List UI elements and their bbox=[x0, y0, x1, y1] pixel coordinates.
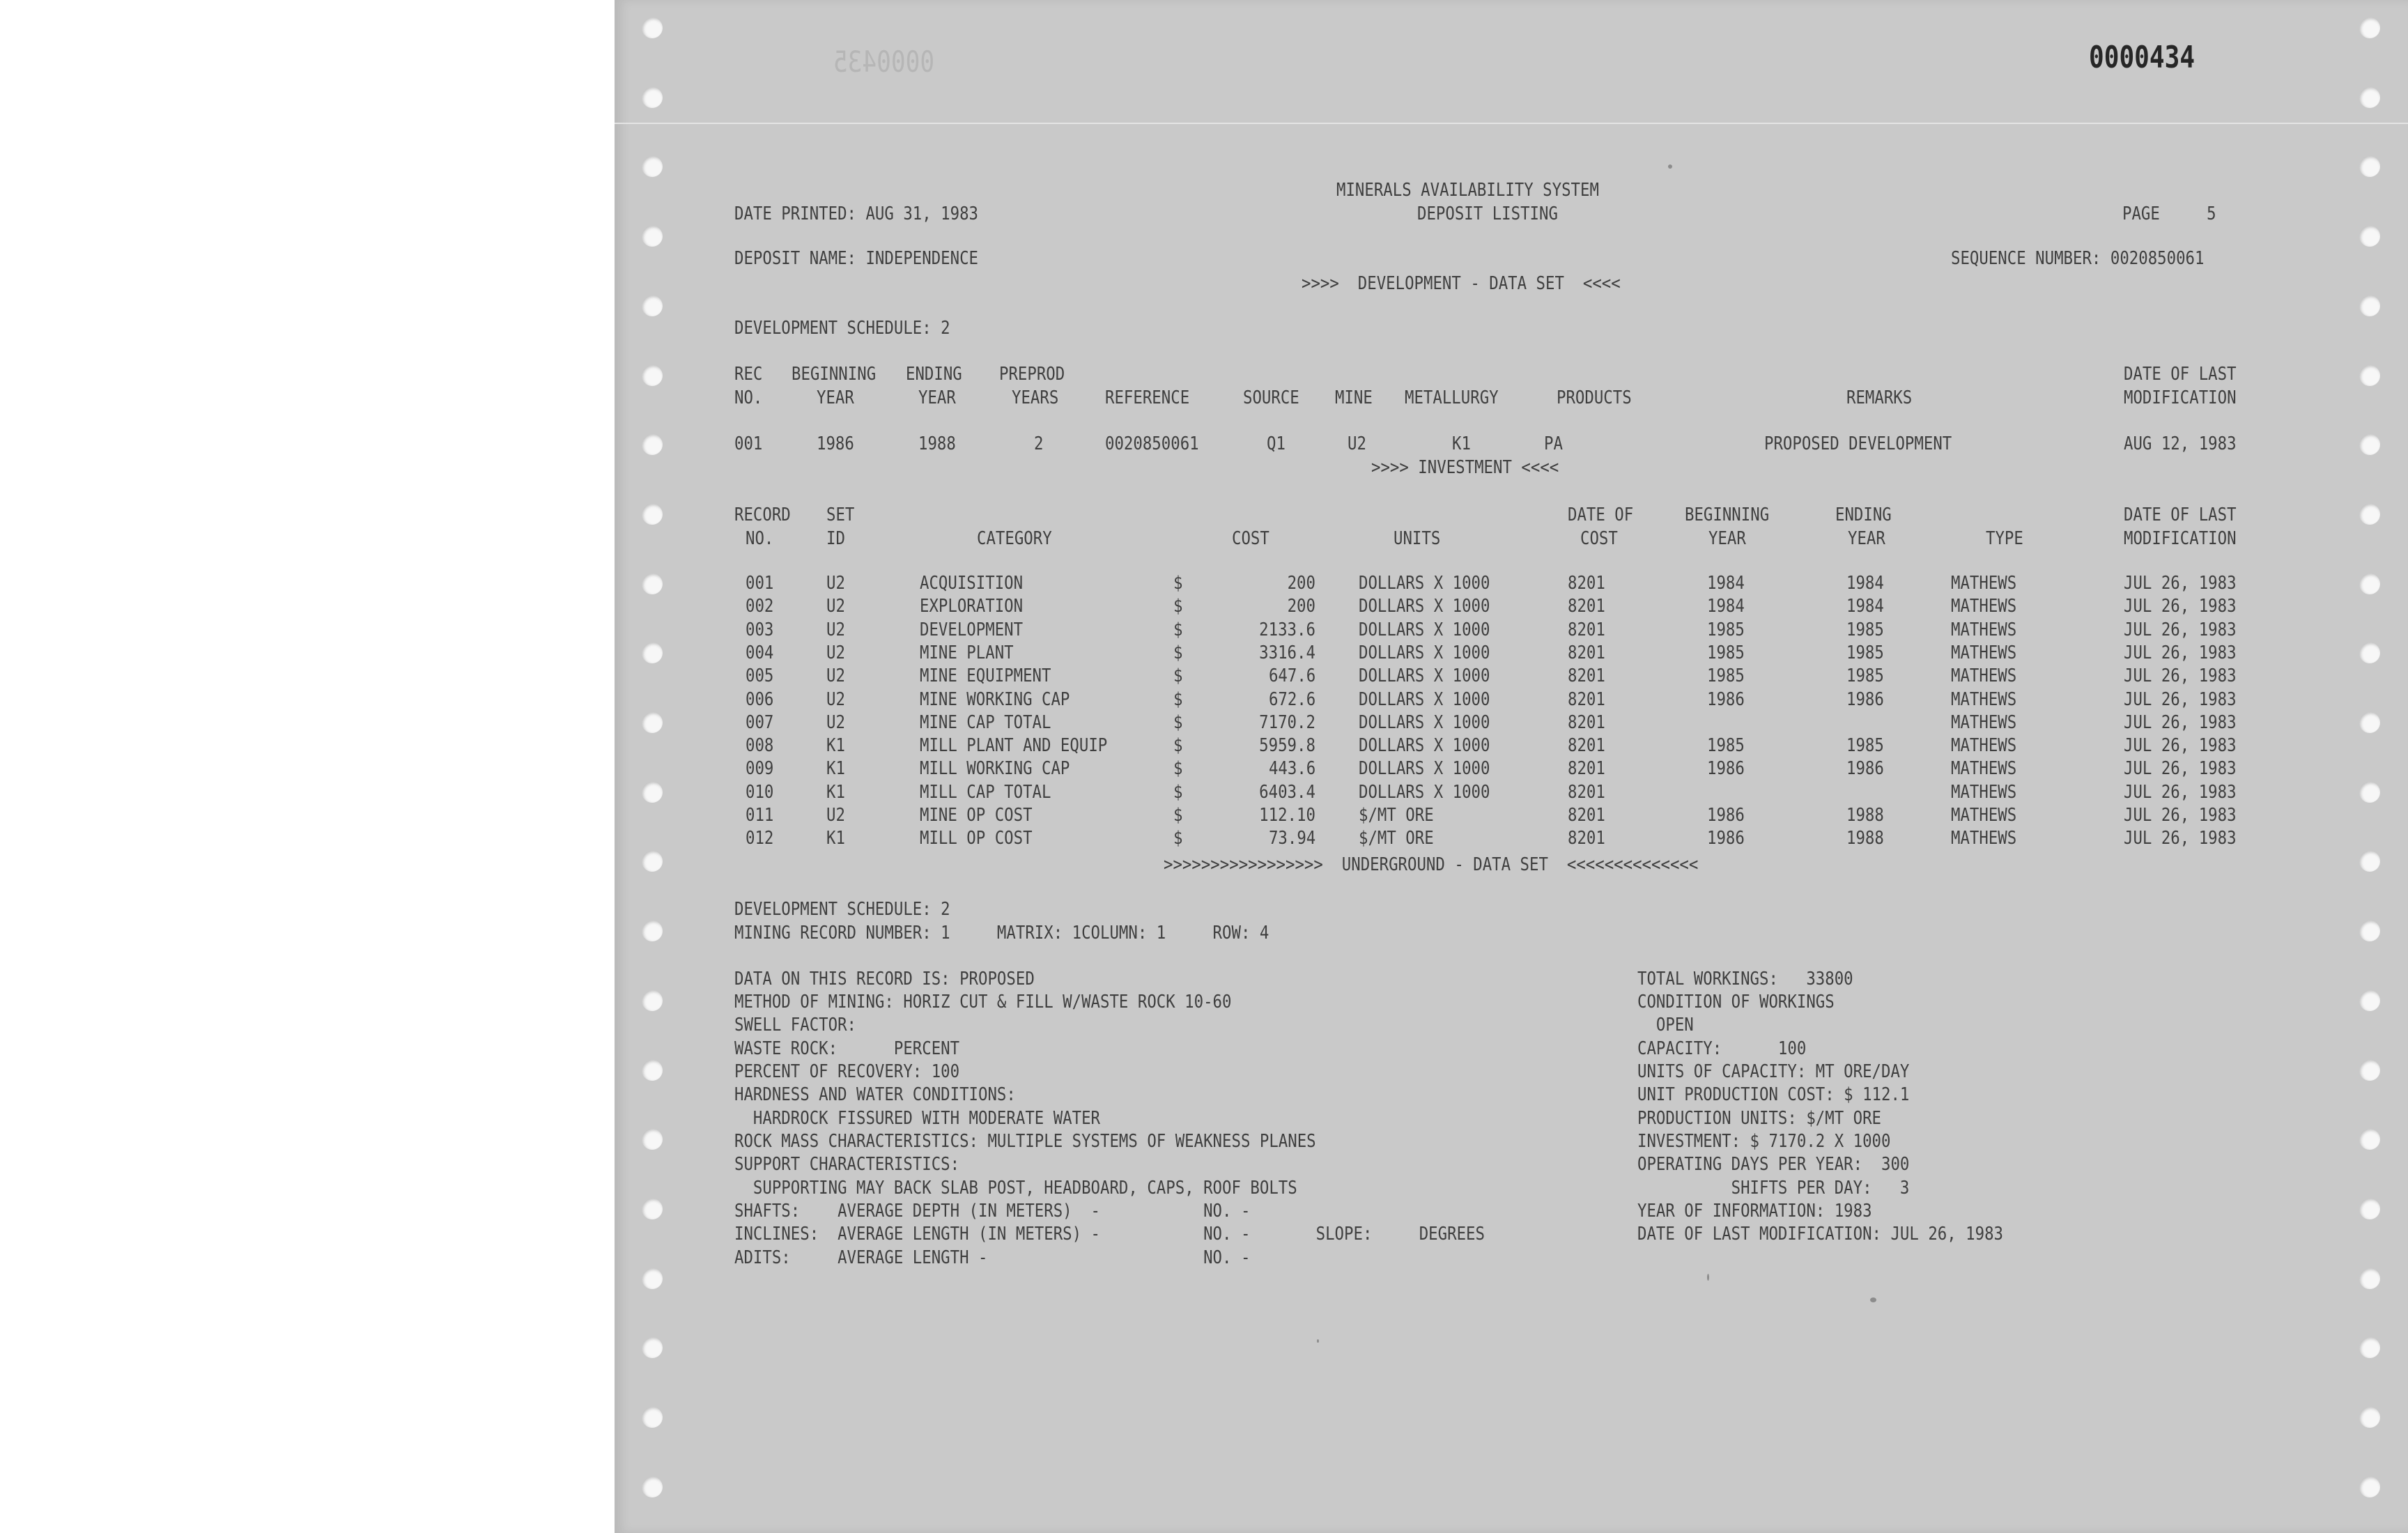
inv-cell-begin: 1985 bbox=[1707, 642, 1745, 663]
inv-cell-end: 1988 bbox=[1846, 828, 1884, 849]
inv-header-set-id: ID bbox=[826, 528, 845, 549]
inv-cell-set: U2 bbox=[826, 711, 845, 733]
inv-cell-set: U2 bbox=[826, 665, 845, 687]
inv-cell-no: 005 bbox=[746, 665, 774, 687]
dev-cell-reference: 0020850061 bbox=[1105, 433, 1199, 454]
inv-cell-no: 011 bbox=[746, 805, 774, 826]
page-fold-line bbox=[615, 123, 2408, 124]
dev-cell-mine: U2 bbox=[1348, 433, 1366, 454]
inv-cell-category: ACQUISITION bbox=[920, 573, 1024, 594]
feed-hole bbox=[642, 712, 663, 733]
inv-cell-no: 001 bbox=[746, 573, 774, 594]
feed-hole bbox=[642, 1337, 663, 1358]
underground-detail-line: DATA ON THIS RECORD IS: PROPOSED bbox=[734, 969, 1035, 989]
inv-cell-modified: JUL 26, 1983 bbox=[2124, 688, 2237, 710]
inv-header-date-of: DATE OF bbox=[1568, 504, 1634, 525]
feed-hole bbox=[642, 17, 663, 38]
inv-cell-currency: $ bbox=[1173, 828, 1183, 849]
inv-cell-units: DOLLARS X 1000 bbox=[1359, 688, 1490, 710]
inv-cell-currency: $ bbox=[1173, 805, 1183, 826]
inv-cell-type: MATHEWS bbox=[1951, 781, 2017, 803]
inv-cell-no: 002 bbox=[746, 596, 774, 617]
inv-header-record-no: NO. bbox=[746, 528, 774, 549]
inv-cell-end: 1985 bbox=[1846, 665, 1884, 687]
date-printed: DATE PRINTED: AUG 31, 1983 bbox=[734, 203, 979, 224]
inv-cell-modified: JUL 26, 1983 bbox=[2124, 573, 2237, 594]
inv-cell-currency: $ bbox=[1173, 596, 1183, 617]
inv-cell-begin: 1986 bbox=[1707, 828, 1745, 849]
inv-cell-cost: 672.6 bbox=[1268, 688, 1315, 710]
inv-cell-no: 008 bbox=[746, 735, 774, 757]
feed-hole bbox=[642, 156, 663, 177]
inv-cell-category: MINE WORKING CAP bbox=[920, 688, 1070, 710]
feed-hole bbox=[642, 1129, 663, 1150]
inv-cell-units: $/MT ORE bbox=[1359, 805, 1434, 826]
underground-summary-line: OPERATING DAYS PER YEAR: 300 bbox=[1637, 1154, 1910, 1175]
dev-cell-modified: AUG 12, 1983 bbox=[2124, 433, 2237, 454]
feed-hole bbox=[642, 920, 663, 941]
inv-cell-no: 009 bbox=[746, 758, 774, 780]
feed-hole bbox=[642, 1477, 663, 1497]
inv-cell-no: 006 bbox=[746, 688, 774, 710]
inv-cell-cost: 73.94 bbox=[1268, 828, 1315, 849]
inv-cell-date: 8201 bbox=[1568, 711, 1605, 733]
inv-cell-modified: JUL 26, 1983 bbox=[2124, 805, 2237, 826]
inv-header-type: TYPE bbox=[1986, 528, 2023, 549]
underground-detail-line: HARDROCK FISSURED WITH MODERATE WATER bbox=[734, 1108, 1101, 1129]
inv-cell-units: DOLLARS X 1000 bbox=[1359, 619, 1490, 640]
dev-cell-beginning: 1986 bbox=[817, 433, 854, 454]
feed-hole bbox=[642, 226, 663, 247]
inv-cell-modified: JUL 26, 1983 bbox=[2124, 619, 2237, 640]
ink-speck bbox=[1870, 1297, 1876, 1302]
feed-hole bbox=[642, 1060, 663, 1081]
investment-banner: >>>> INVESTMENT <<<< bbox=[1371, 457, 1559, 478]
col-header-beginning: BEGINNING bbox=[792, 364, 877, 385]
feed-hole bbox=[642, 504, 663, 525]
inv-header-record: RECORD bbox=[734, 504, 791, 525]
underground-detail-line: PERCENT OF RECOVERY: 100 bbox=[734, 1061, 960, 1082]
inv-cell-set: K1 bbox=[826, 828, 845, 849]
underground-detail-line: HARDNESS AND WATER CONDITIONS: bbox=[734, 1084, 1016, 1105]
inv-cell-date: 8201 bbox=[1568, 642, 1605, 663]
feed-hole bbox=[2359, 920, 2380, 941]
inv-cell-type: MATHEWS bbox=[1951, 665, 2017, 687]
inv-cell-category: MILL PLANT AND EQUIP bbox=[920, 735, 1108, 757]
development-banner: >>>> DEVELOPMENT - DATA SET <<<< bbox=[1302, 273, 1621, 294]
feed-hole bbox=[2359, 17, 2380, 38]
inv-cell-type: MATHEWS bbox=[1951, 735, 2017, 757]
feed-hole bbox=[642, 1407, 663, 1428]
development-schedule: DEVELOPMENT SCHEDULE: 2 bbox=[734, 318, 950, 339]
inv-cell-end: 1984 bbox=[1846, 596, 1884, 617]
underground-summary-line: PRODUCTION UNITS: $/MT ORE bbox=[1637, 1108, 1882, 1129]
inv-cell-modified: JUL 26, 1983 bbox=[2124, 711, 2237, 733]
inv-header-ending: ENDING bbox=[1835, 504, 1892, 525]
inv-cell-begin: 1986 bbox=[1707, 758, 1745, 780]
inv-cell-type: MATHEWS bbox=[1951, 828, 2017, 849]
inv-cell-category: MILL CAP TOTAL bbox=[920, 781, 1051, 803]
underground-summary-line: DATE OF LAST MODIFICATION: JUL 26, 1983 bbox=[1637, 1224, 2004, 1245]
inv-cell-category: DEVELOPMENT bbox=[920, 619, 1024, 640]
underground-banner: >>>>>>>>>>>>>>>>> UNDERGROUND - DATA SET <<<<<<<<<<<<<< bbox=[1164, 854, 1699, 875]
col-header-rec-no: NO. bbox=[734, 387, 763, 408]
inv-cell-modified: JUL 26, 1983 bbox=[2124, 735, 2237, 757]
inv-cell-cost: 647.6 bbox=[1268, 665, 1315, 687]
feed-hole bbox=[642, 365, 663, 386]
dev-cell-ending: 1988 bbox=[918, 433, 956, 454]
inv-header-date-of-last: DATE OF LAST bbox=[2124, 504, 2237, 525]
inv-cell-category: MILL OP COST bbox=[920, 828, 1033, 849]
inv-cell-date: 8201 bbox=[1568, 619, 1605, 640]
underground-summary-line: OPEN bbox=[1637, 1015, 1694, 1035]
inv-cell-date: 8201 bbox=[1568, 828, 1605, 849]
underground-detail-line: METHOD OF MINING: HORIZ CUT & FILL W/WASTE ROCK 10-60 bbox=[734, 992, 1232, 1012]
inv-cell-category: MINE PLANT bbox=[920, 642, 1014, 663]
inv-cell-begin: 1984 bbox=[1707, 596, 1745, 617]
underground-summary-line: CAPACITY: 100 bbox=[1637, 1038, 1807, 1059]
feed-hole bbox=[2359, 851, 2380, 872]
inv-cell-units: DOLLARS X 1000 bbox=[1359, 781, 1490, 803]
inv-header-cost: COST bbox=[1232, 528, 1269, 549]
col-header-mine: MINE bbox=[1335, 387, 1373, 408]
inv-cell-date: 8201 bbox=[1568, 573, 1605, 594]
feed-hole bbox=[642, 990, 663, 1011]
inv-cell-currency: $ bbox=[1173, 642, 1183, 663]
col-header-products: PRODUCTS bbox=[1557, 387, 1632, 408]
feed-hole bbox=[2359, 642, 2380, 663]
inv-header-beginning-year: YEAR bbox=[1708, 528, 1746, 549]
inv-cell-set: U2 bbox=[826, 642, 845, 663]
inv-cell-currency: $ bbox=[1173, 573, 1183, 594]
col-header-source: SOURCE bbox=[1243, 387, 1299, 408]
underground-detail-line: ROCK MASS CHARACTERISTICS: MULTIPLE SYSTEMS OF WEAKNESS PLANES bbox=[734, 1131, 1316, 1152]
feed-hole bbox=[2359, 504, 2380, 525]
inv-cell-begin: 1985 bbox=[1707, 619, 1745, 640]
inv-cell-type: MATHEWS bbox=[1951, 758, 2017, 780]
inv-header-beginning: BEGINNING bbox=[1685, 504, 1770, 525]
inv-cell-begin: 1986 bbox=[1707, 805, 1745, 826]
inv-cell-units: DOLLARS X 1000 bbox=[1359, 596, 1490, 617]
underground-summary-line: TOTAL WORKINGS: 33800 bbox=[1637, 969, 1853, 989]
inv-cell-date: 8201 bbox=[1568, 688, 1605, 710]
inv-cell-set: K1 bbox=[826, 781, 845, 803]
inv-cell-set: U2 bbox=[826, 619, 845, 640]
inv-cell-category: MINE CAP TOTAL bbox=[920, 711, 1051, 733]
feed-hole bbox=[642, 295, 663, 316]
inv-cell-end: 1985 bbox=[1846, 735, 1884, 757]
inv-cell-end: 1985 bbox=[1846, 619, 1884, 640]
underground-detail-line: ADITS: AVERAGE LENGTH - NO. - bbox=[734, 1247, 1251, 1268]
col-header-modification: MODIFICATION bbox=[2124, 387, 2237, 408]
inv-cell-category: EXPLORATION bbox=[920, 596, 1024, 617]
inv-cell-cost: 443.6 bbox=[1268, 758, 1315, 780]
underground-schedule: DEVELOPMENT SCHEDULE: 2 bbox=[734, 899, 950, 920]
feed-hole bbox=[642, 87, 663, 108]
ink-speck bbox=[1707, 1274, 1709, 1281]
deposit-name: DEPOSIT NAME: INDEPENDENCE bbox=[734, 248, 979, 269]
inv-cell-no: 007 bbox=[746, 711, 774, 733]
inv-cell-type: MATHEWS bbox=[1951, 642, 2017, 663]
feed-hole bbox=[2359, 1268, 2380, 1289]
feed-hole bbox=[2359, 156, 2380, 177]
ink-speck bbox=[1668, 164, 1672, 169]
feed-hole bbox=[2359, 712, 2380, 733]
inv-cell-begin: 1985 bbox=[1707, 665, 1745, 687]
inv-cell-category: MILL WORKING CAP bbox=[920, 758, 1070, 780]
underground-summary-line: CONDITION OF WORKINGS bbox=[1637, 992, 1835, 1012]
col-header-ending-year: YEAR bbox=[918, 387, 956, 408]
sequence-number: SEQUENCE NUMBER: 0020850061 bbox=[1951, 248, 2205, 269]
inv-cell-no: 010 bbox=[746, 781, 774, 803]
inv-cell-no: 012 bbox=[746, 828, 774, 849]
col-header-date-of-last: DATE OF LAST bbox=[2124, 364, 2237, 385]
feed-hole bbox=[2359, 1199, 2380, 1219]
inv-cell-currency: $ bbox=[1173, 735, 1183, 757]
inv-header-ending-year: YEAR bbox=[1848, 528, 1885, 549]
inv-cell-cost: 5959.8 bbox=[1259, 735, 1315, 757]
system-title: MINERALS AVAILABILITY SYSTEM bbox=[1336, 180, 1599, 201]
inv-cell-date: 8201 bbox=[1568, 665, 1605, 687]
inv-cell-begin: 1985 bbox=[1707, 735, 1745, 757]
inv-cell-units: DOLLARS X 1000 bbox=[1359, 711, 1490, 733]
inv-cell-end: 1988 bbox=[1846, 805, 1884, 826]
feed-hole bbox=[642, 851, 663, 872]
inv-cell-set: K1 bbox=[826, 758, 845, 780]
underground-detail-line: INCLINES: AVERAGE LENGTH (IN METERS) - NO. - SLOPE: DEGREES bbox=[734, 1224, 1485, 1245]
feed-hole bbox=[2359, 1129, 2380, 1150]
underground-detail-line: SUPPORTING MAY BACK SLAB POST, HEADBOARD, CAPS, ROOF BOLTS bbox=[734, 1178, 1297, 1199]
col-header-remarks: REMARKS bbox=[1846, 387, 1913, 408]
inv-cell-date: 8201 bbox=[1568, 781, 1605, 803]
inv-cell-type: MATHEWS bbox=[1951, 573, 2017, 594]
inv-cell-modified: JUL 26, 1983 bbox=[2124, 828, 2237, 849]
ink-speck bbox=[1317, 1339, 1319, 1343]
inv-cell-cost: 200 bbox=[1287, 596, 1315, 617]
inv-cell-cost: 3316.4 bbox=[1259, 642, 1315, 663]
underground-detail-line: SHAFTS: AVERAGE DEPTH (IN METERS) - NO. - bbox=[734, 1201, 1251, 1222]
inv-cell-units: DOLLARS X 1000 bbox=[1359, 573, 1490, 594]
inv-cell-currency: $ bbox=[1173, 665, 1183, 687]
inv-cell-units: DOLLARS X 1000 bbox=[1359, 665, 1490, 687]
inv-cell-type: MATHEWS bbox=[1951, 805, 2017, 826]
feed-hole bbox=[2359, 434, 2380, 455]
inv-cell-cost: 2133.6 bbox=[1259, 619, 1315, 640]
feed-hole bbox=[642, 782, 663, 803]
dev-cell-rec: 001 bbox=[734, 433, 763, 454]
inv-cell-currency: $ bbox=[1173, 711, 1183, 733]
inv-cell-currency: $ bbox=[1173, 619, 1183, 640]
inv-cell-currency: $ bbox=[1173, 688, 1183, 710]
inv-cell-date: 8201 bbox=[1568, 596, 1605, 617]
inv-cell-type: MATHEWS bbox=[1951, 711, 2017, 733]
dev-cell-remarks: PROPOSED DEVELOPMENT bbox=[1764, 433, 1952, 454]
feed-hole bbox=[2359, 365, 2380, 386]
report-title: DEPOSIT LISTING bbox=[1417, 203, 1558, 224]
feed-hole bbox=[2359, 573, 2380, 594]
inv-cell-end: 1985 bbox=[1846, 642, 1884, 663]
inv-cell-date: 8201 bbox=[1568, 735, 1605, 757]
underground-detail-line: WASTE ROCK: PERCENT bbox=[734, 1038, 960, 1059]
inv-header-set: SET bbox=[826, 504, 855, 525]
feed-hole bbox=[642, 642, 663, 663]
inv-header-units: UNITS bbox=[1394, 528, 1441, 549]
underground-summary-line: UNITS OF CAPACITY: MT ORE/DAY bbox=[1637, 1061, 1910, 1082]
underground-summary-line: SHIFTS PER DAY: 3 bbox=[1637, 1178, 1910, 1199]
col-header-beginning-year: YEAR bbox=[817, 387, 854, 408]
inv-cell-set: U2 bbox=[826, 596, 845, 617]
inv-cell-end: 1984 bbox=[1846, 573, 1884, 594]
inv-cell-set: U2 bbox=[826, 805, 845, 826]
inv-cell-type: MATHEWS bbox=[1951, 688, 2017, 710]
underground-summary-line: INVESTMENT: $ 7170.2 X 1000 bbox=[1637, 1131, 1891, 1152]
inv-header-modification: MODIFICATION bbox=[2124, 528, 2237, 549]
inv-cell-units: DOLLARS X 1000 bbox=[1359, 642, 1490, 663]
inv-header-date-cost: COST bbox=[1580, 528, 1618, 549]
inv-cell-set: K1 bbox=[826, 735, 845, 757]
dev-cell-products: PA bbox=[1544, 433, 1563, 454]
col-header-preprod: PREPROD bbox=[999, 364, 1065, 385]
inv-cell-cost: 7170.2 bbox=[1259, 711, 1315, 733]
underground-detail-line: SWELL FACTOR: bbox=[734, 1015, 857, 1035]
feed-hole bbox=[2359, 1060, 2380, 1081]
inv-cell-units: DOLLARS X 1000 bbox=[1359, 758, 1490, 780]
feed-hole bbox=[2359, 1477, 2380, 1497]
inv-cell-end: 1986 bbox=[1846, 758, 1884, 780]
inv-cell-end: 1986 bbox=[1846, 688, 1884, 710]
inv-cell-category: MINE OP COST bbox=[920, 805, 1033, 826]
col-header-metallurgy: METALLURGY bbox=[1405, 387, 1499, 408]
feed-hole bbox=[2359, 1407, 2380, 1428]
inv-cell-cost: 112.10 bbox=[1259, 805, 1315, 826]
underground-summary-line: UNIT PRODUCTION COST: $ 112.1 bbox=[1637, 1084, 1910, 1105]
feed-hole bbox=[2359, 295, 2380, 316]
col-header-reference: REFERENCE bbox=[1105, 387, 1190, 408]
underground-detail-line: SUPPORT CHARACTERISTICS: bbox=[734, 1154, 960, 1175]
inv-cell-modified: JUL 26, 1983 bbox=[2124, 758, 2237, 780]
feed-hole bbox=[642, 1268, 663, 1289]
feed-hole bbox=[2359, 87, 2380, 108]
inv-cell-type: MATHEWS bbox=[1951, 619, 2017, 640]
inv-cell-units: $/MT ORE bbox=[1359, 828, 1434, 849]
inv-cell-date: 8201 bbox=[1568, 758, 1605, 780]
inv-cell-cost: 200 bbox=[1287, 573, 1315, 594]
inv-cell-cost: 6403.4 bbox=[1259, 781, 1315, 803]
printout-sheet bbox=[615, 0, 2408, 1533]
feed-hole bbox=[2359, 782, 2380, 803]
inv-cell-units: DOLLARS X 1000 bbox=[1359, 735, 1490, 757]
inv-cell-date: 8201 bbox=[1568, 805, 1605, 826]
feed-hole bbox=[642, 434, 663, 455]
feed-hole bbox=[2359, 226, 2380, 247]
document-number: 0000434 bbox=[2089, 40, 2195, 75]
col-header-preprod-years: YEARS bbox=[1012, 387, 1059, 408]
inv-cell-currency: $ bbox=[1173, 781, 1183, 803]
page-number: PAGE 5 bbox=[2122, 203, 2216, 224]
inv-cell-modified: JUL 26, 1983 bbox=[2124, 596, 2237, 617]
dev-cell-preprod: 2 bbox=[1034, 433, 1044, 454]
inv-cell-begin: 1986 bbox=[1707, 688, 1745, 710]
feed-hole bbox=[2359, 1337, 2380, 1358]
inv-cell-no: 003 bbox=[746, 619, 774, 640]
col-header-ending: ENDING bbox=[906, 364, 962, 385]
inv-cell-set: U2 bbox=[826, 573, 845, 594]
dev-cell-metallurgy: K1 bbox=[1452, 433, 1471, 454]
inv-cell-currency: $ bbox=[1173, 758, 1183, 780]
col-header-rec: REC bbox=[734, 364, 763, 385]
inv-cell-set: U2 bbox=[826, 688, 845, 710]
inv-header-category: CATEGORY bbox=[977, 528, 1052, 549]
inv-cell-begin: 1984 bbox=[1707, 573, 1745, 594]
dev-cell-source: Q1 bbox=[1267, 433, 1286, 454]
inv-cell-category: MINE EQUIPMENT bbox=[920, 665, 1051, 687]
mining-record-line: MINING RECORD NUMBER: 1 MATRIX: 1COLUMN: 1 ROW: 4 bbox=[734, 923, 1269, 943]
feed-hole bbox=[642, 573, 663, 594]
inv-cell-modified: JUL 26, 1983 bbox=[2124, 781, 2237, 803]
feed-hole bbox=[642, 1199, 663, 1219]
bleed-through-number: 0000435 bbox=[833, 45, 935, 79]
inv-cell-modified: JUL 26, 1983 bbox=[2124, 665, 2237, 687]
inv-cell-modified: JUL 26, 1983 bbox=[2124, 642, 2237, 663]
feed-hole bbox=[2359, 990, 2380, 1011]
inv-cell-type: MATHEWS bbox=[1951, 596, 2017, 617]
inv-cell-no: 004 bbox=[746, 642, 774, 663]
underground-summary-line: YEAR OF INFORMATION: 1983 bbox=[1637, 1201, 1872, 1222]
